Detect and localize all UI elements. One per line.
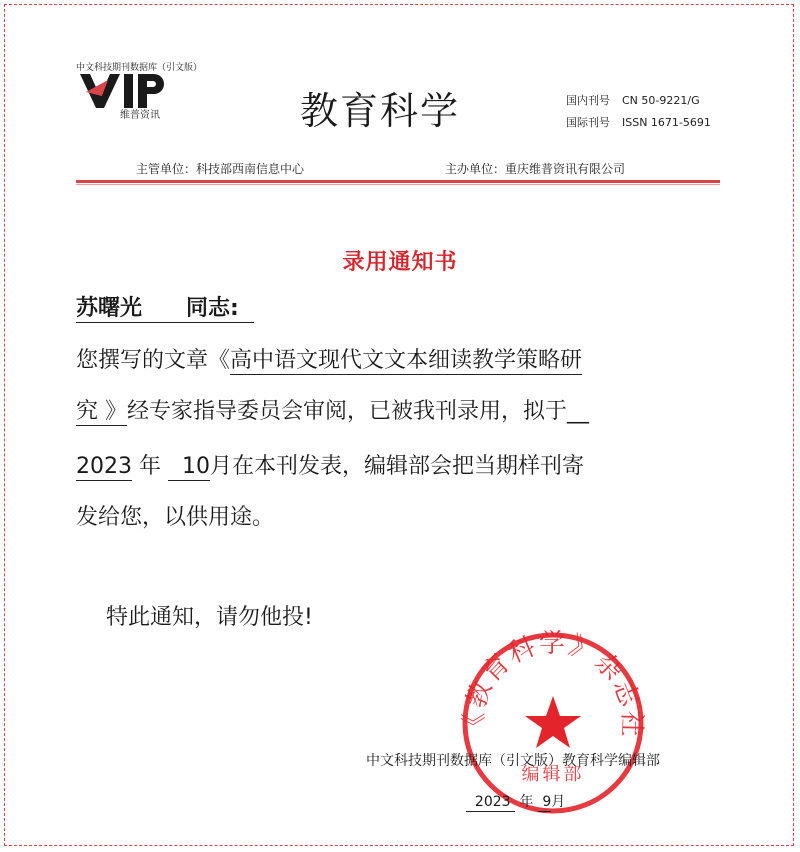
signoff-org: 中文科技期刊数据库（引文版）教育科学编辑部 [366, 753, 660, 769]
vip-logo [76, 60, 206, 130]
logo-tagline: 中文科技期刊数据库（引文版） [76, 63, 203, 73]
addressee [76, 291, 254, 322]
issn-block [566, 90, 711, 134]
domestic-code-label: 国内刊号 [566, 94, 610, 107]
journal-title: 教育科学 [300, 89, 461, 133]
seal-bottom-text: 编辑部 [521, 764, 585, 785]
domestic-code: CN 50-9221/G [622, 94, 700, 107]
notice-title: 录用通知书 [342, 250, 458, 275]
publish-year: 2023 [76, 454, 132, 479]
article-title-part1: 高中语文现代文文本细读教学策略研 [230, 348, 583, 373]
sponsor-unit: 主办单位：重庆维普资讯有限公司 [445, 162, 626, 176]
line1-prefix: 您撰写的文章《 [76, 348, 231, 373]
line2-text: 经专家指导委员会审阅，已被我刊录用，拟于__ [127, 399, 590, 424]
signoff-month-unit: 月 [551, 794, 566, 810]
logo-chinese-name: 维普资讯 [120, 110, 160, 121]
article-title-part2: 究 》 [76, 399, 127, 424]
closing-statement: 特此通知，请勿他投! [106, 605, 313, 630]
header-rule [76, 180, 720, 183]
publish-month: 10 [182, 454, 211, 479]
signoff-year-unit: 年 [519, 794, 534, 810]
supervisor-unit: 主管单位：科技部西南信息中心 [136, 162, 305, 176]
signoff-date [466, 791, 565, 811]
seal-ring-text: 《教育科学》杂志社 [460, 630, 646, 740]
intl-code: ISSN 1671-5691 [622, 116, 711, 129]
signoff-year: 2023 [474, 794, 511, 810]
addressee-suffix: 同志: [186, 296, 239, 321]
seal-star-icon [525, 696, 581, 748]
body-line-3 [76, 449, 584, 480]
body-line-1 [76, 343, 582, 374]
header-rule-thin [76, 184, 720, 185]
publish-year-unit: 年 [139, 454, 162, 479]
official-seal [460, 630, 646, 816]
signoff-month: 9 [542, 794, 552, 810]
vip-logo-mark [80, 74, 164, 110]
body-line-2 [76, 394, 589, 425]
intl-code-label: 国际刊号 [566, 116, 610, 129]
body-line-4: 发给您，以供用途。 [76, 505, 275, 530]
line3-text: 月在本刊发表，编辑部会把当期样刊寄 [210, 454, 585, 479]
addressee-name: 苏曙光 [76, 296, 143, 321]
